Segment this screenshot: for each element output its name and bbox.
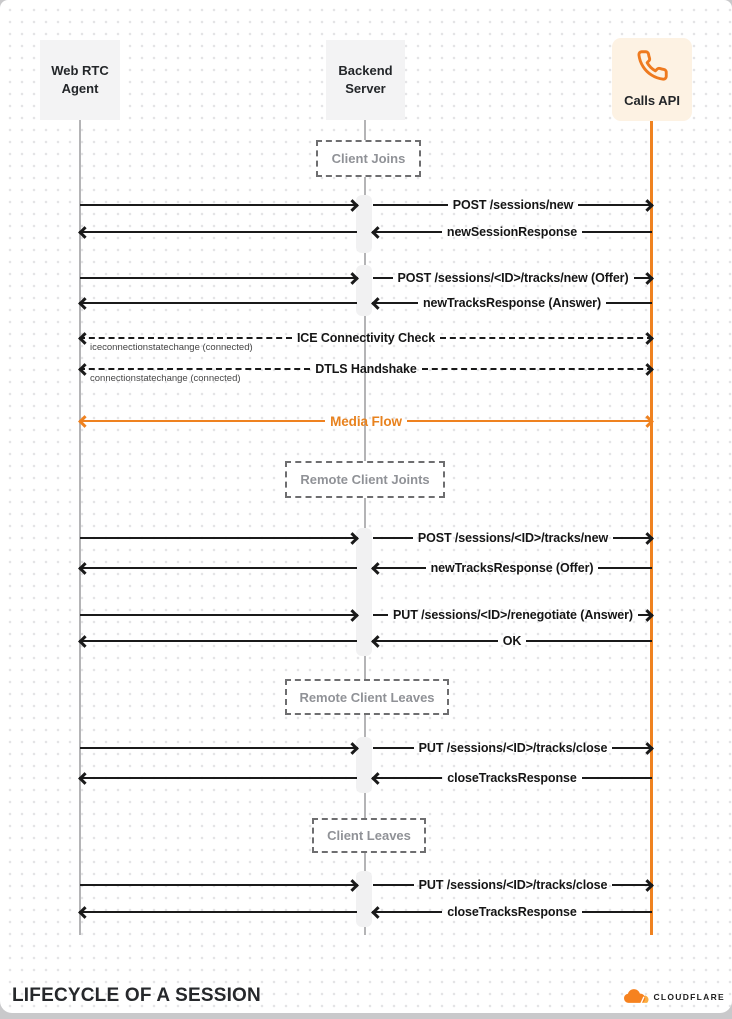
message-arrow	[80, 530, 357, 546]
message-arrow	[373, 560, 652, 576]
group-label: Client Leaves	[327, 828, 411, 843]
activation-bar	[356, 528, 372, 656]
message-arrow	[80, 270, 357, 286]
message-arrow	[80, 633, 357, 649]
group-remote-client-joints	[285, 461, 445, 498]
message-arrow	[80, 197, 357, 213]
message-label: DTLS Handshake	[315, 362, 417, 376]
message-arrow	[80, 224, 357, 240]
message-arrow	[80, 877, 357, 893]
group-client-leaves	[312, 818, 426, 853]
activation-bar	[356, 871, 372, 927]
message-label: POST /sessions/new	[452, 198, 574, 212]
message-arrow	[373, 295, 652, 311]
lifeline-calls-api	[650, 120, 653, 935]
group-remote-client-leaves	[285, 679, 449, 715]
actor-label: Calls API	[624, 93, 680, 108]
actor-calls-api	[612, 38, 692, 121]
message-label: PUT /sessions/<ID>/tracks/close	[418, 741, 608, 755]
lifeline-webrtc-agent	[79, 120, 81, 935]
message-arrow	[80, 740, 357, 756]
actor-backend-server	[326, 40, 405, 120]
group-label: Remote Client Joints	[300, 472, 430, 487]
activation-bar	[356, 265, 372, 316]
message-label: PUT /sessions/<ID>/renegotiate (Answer)	[393, 608, 633, 622]
cloudflare-wordmark: CLOUDFLARE	[653, 991, 725, 1002]
message-arrow	[80, 607, 357, 623]
group-client-joins	[316, 140, 421, 177]
actor-label: Web RTC	[51, 63, 109, 79]
activation-bar	[356, 737, 372, 793]
message-arrow	[373, 607, 652, 623]
actor-label: Server	[345, 81, 386, 96]
message-label: POST /sessions/<ID>/tracks/new (Offer)	[397, 271, 629, 285]
page-title: LIFECYCLE OF A SESSION	[12, 985, 261, 1006]
message-arrow	[80, 295, 357, 311]
message-label: newTracksResponse (Offer)	[430, 561, 594, 575]
message-arrow	[373, 770, 652, 786]
message-arrow	[80, 904, 357, 920]
message-arrow	[373, 877, 652, 893]
event-note: iceconnectionstatechange (connected)	[90, 342, 253, 353]
group-label: Client Joins	[331, 151, 406, 166]
message-arrow	[373, 197, 652, 213]
activation-bar	[356, 195, 372, 253]
media-flow-arrow	[80, 413, 652, 429]
message-arrow	[373, 224, 652, 240]
message-arrow	[373, 740, 652, 756]
message-arrow	[373, 530, 652, 546]
phone-icon	[636, 49, 669, 87]
message-arrow	[80, 560, 357, 576]
message-label: ICE Connectivity Check	[296, 331, 436, 345]
message-label: Media Flow	[330, 413, 402, 429]
message-label: newSessionResponse	[446, 225, 578, 239]
cloudflare-logo	[623, 988, 725, 1005]
group-label: Remote Client Leaves	[299, 689, 435, 705]
message-arrow	[80, 770, 357, 786]
message-label: closeTracksResponse	[447, 771, 577, 785]
message-arrow	[373, 270, 652, 286]
actor-label: Agent	[61, 81, 99, 96]
actor-label: Backend	[338, 63, 393, 79]
message-label: closeTracksResponse	[447, 905, 577, 919]
message-label: newTracksResponse (Answer)	[422, 296, 602, 310]
message-arrow	[373, 904, 652, 920]
message-arrow	[373, 633, 652, 649]
actor-web-rtc-agent	[40, 40, 120, 120]
message-label: PUT /sessions/<ID>/tracks/close	[418, 878, 608, 892]
message-label: OK	[502, 634, 522, 648]
event-note: connectionstatechange (connected)	[90, 373, 241, 384]
cloudflare-cloud-icon	[623, 988, 650, 1005]
message-label: POST /sessions/<ID>/tracks/new	[417, 531, 609, 545]
